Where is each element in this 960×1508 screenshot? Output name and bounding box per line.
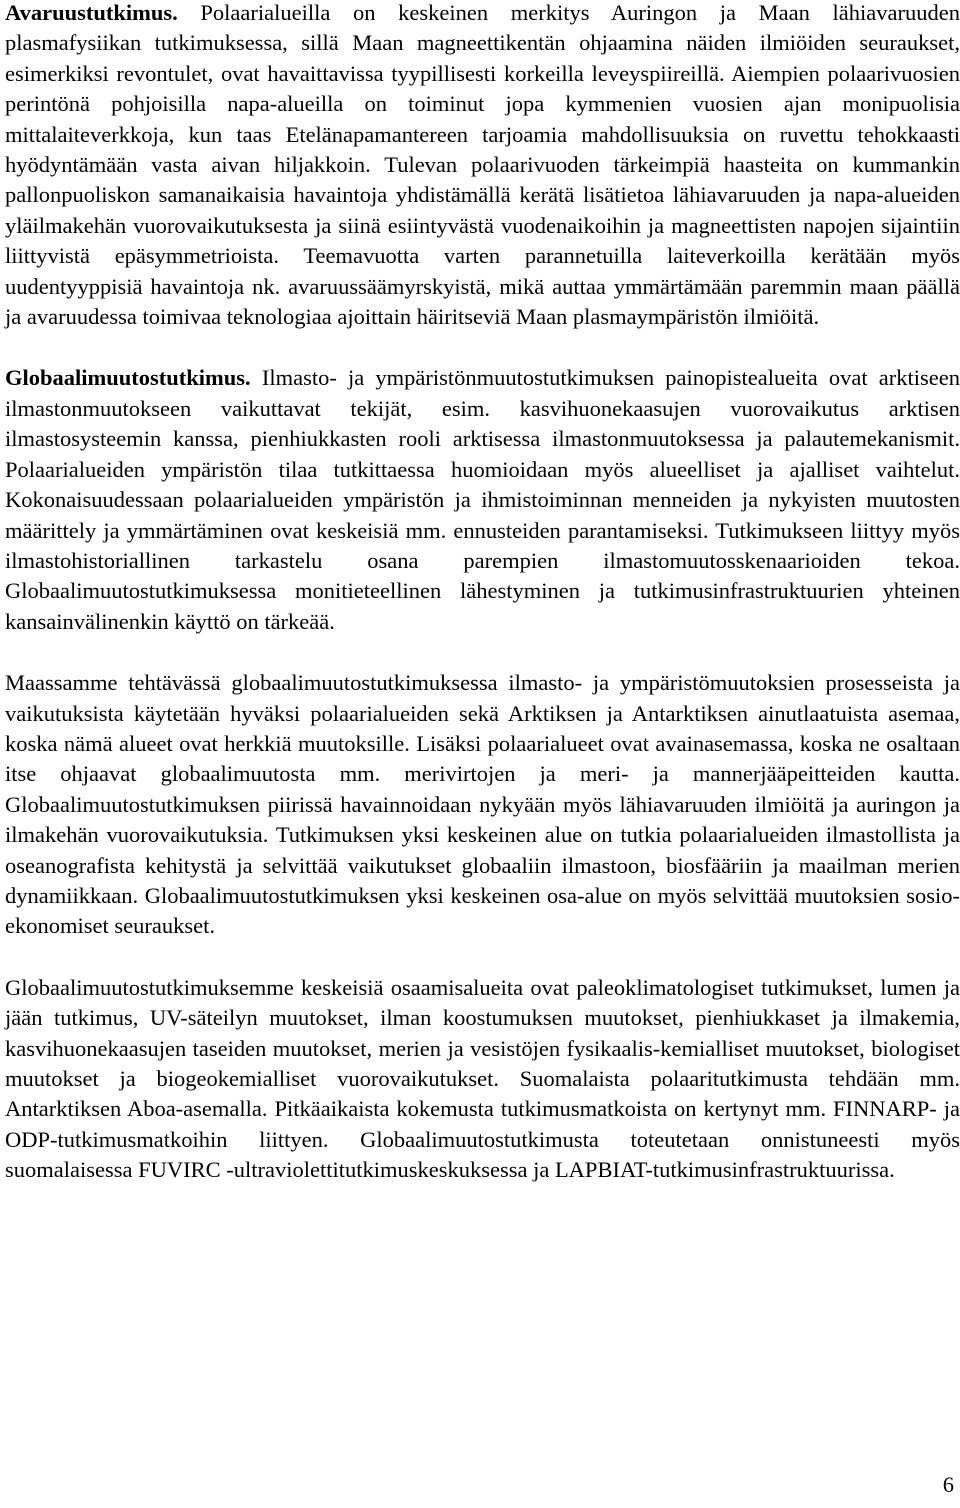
- paragraph-space-research: [5, 0, 960, 332]
- paragraph-global-change-research: [5, 363, 960, 637]
- document-page: [5, 0, 960, 1186]
- paragraph-body: Polaarialueilla on keskeinen merkitys Auringon ja Maan lähiavaruuden plasmafysiikan tutkimuksessa, sillä Maan magneettikentän ohjaamina näiden ilmiöiden seuraukset, esimerkiksi revontulet, ovat havaittavissa tyypillisesti korkeilla leveyspiireillä. Aiempien polaarivuosien perintönä pohjoisilla napa-alueilla on toiminut jopa kymmenien vuosien ajan monipuolisia mittalaiteverkkoja, kun taas Etelänapamantereen tarjoamia mahdollisuuksia on ruvettu tehokkaasti hyödyntämään vasta aivan hiljakkoin. Tulevan polaarivuoden tärkeimpiä haasteita on kummankin pallonpuoliskon samanaikaisia havaintoja yhdistämällä kerätä lisätietoa lähiavaruuden ja napa-alueiden yläilmakehän vuorovaikutuksesta ja siinä esiintyvästä vuodenaikoihin ja magneettisten napojen sijaintiin liittyvistä epäsymmetrioista. Teemavuotta varten parannetuilla laiteverkoilla kerätään myös uudentyyppisiä havaintoja nk. avaruussäämyrskyistä, mikä auttaa ymmärtämään paremmin maan päällä ja avaruudessa toimivaa teknologiaa ajoittain häiritseviä Maan plasmaympäristön ilmiöitä.: [5, 0, 960, 330]
- heading-global-change-research: Globaalimuutostutkimus.: [5, 365, 251, 391]
- paragraph-gap: [5, 637, 960, 668]
- paragraph-finland-global-change: [5, 668, 960, 942]
- paragraph-body: Maassamme tehtävässä globaalimuutostutkimuksessa ilmasto- ja ympäristömuutoksien prosesseista ja vaikutuksista käytetään hyväksi polaarialueiden sekä Arktiksen ja Antarktiksen ainutlaatuista asemaa, koska nämä alueet ovat herkkiä muutoksille. Lisäksi polaarialueet ovat avainasemassa, koska ne osaltaan itse ohjaavat globaalimuutosta mm. merivirtojen ja meri- ja mannerjääpeitteiden kautta. Globaalimuutostutkimuksen piirissä havainnoidaan nykyään myös lähiavaruuden ilmiöitä ja auringon ja ilmakehän vuorovaikutuksia. Tutkimuksen yksi keskeinen alue on tutkia polaarialueiden ilmastollista ja oseanografista kehitystä ja selvittää vaikutukset globaaliin ilmastoon, biosfääriin ja maailman merien dynamiikkaan. Globaalimuutostutkimuksen yksi keskeinen osa-alue on myös selvittää muutoksien sosio-ekonomiset seuraukset.: [5, 670, 960, 939]
- paragraph-gap: [5, 942, 960, 973]
- paragraph-body: Ilmasto- ja ympäristönmuutostutkimuksen painopistealueita ovat arktiseen ilmastonmuutokseen vaikuttavat tekijät, esim. kasvihuonekaasujen vuorovaikutus arktisen ilmastosysteemin kanssa, pienhiukkasten rooli arktisessa ilmastonmuutoksessa ja palautemekanismit. Polaarialueiden ympäristön tilaa tutkittaessa huomioidaan myös alueelliset ja ajalliset vaihtelut. Kokonaisuudessaan polaarialueiden ympäristön ja ihmistoiminnan menneiden ja nykyisten muutosten määrittely ja ymmärtäminen ovat keskeisiä mm. ennusteiden parantamiseksi. Tutkimukseen liittyy myös ilmastohistoriallinen tarkastelu osana parempien ilmastomuutosskenaarioiden tekoa. Globaalimuutostutkimuksessa monitieteellinen lähestyminen ja tutkimusinfrastruktuurien yhteinen kansainvälinenkin käyttö on tärkeää.: [5, 365, 960, 634]
- page-number: 6: [942, 1472, 954, 1497]
- paragraph-body: Globaalimuutostutkimuksemme keskeisiä osaamisalueita ovat paleoklimatologiset tutkimukset, lumen ja jään tutkimus, UV-säteilyn muutokset, ilman koostumuksen muutokset, pienhiukkaset ja ilmakemia, kasvihuonekaasujen taseiden muutokset, merien ja vesistöjen fysikaalis-kemialliset muutokset, biologiset muutokset ja biogeokemialliset vuorovaikutukset. Suomalaista polaaritutkimusta tehdään mm. Antarktiksen Aboa-asemalla. Pitkäaikaista kokemusta tutkimusmatkoista on kertynyt mm. FINNARP- ja ODP-tutkimusmatkoihin liittyen. Globaalimuutostutkimusta toteutetaan onnistuneesti myös suomalaisessa FUVIRC -ultraviolettitutkimuskeskuksessa ja LAPBIAT-tutkimusinfrastruktuurissa.: [5, 974, 960, 1183]
- paragraph-expertise-areas: [5, 973, 960, 1186]
- paragraph-gap: [5, 332, 960, 363]
- heading-space-research: Avaruustutkimus.: [5, 0, 178, 25]
